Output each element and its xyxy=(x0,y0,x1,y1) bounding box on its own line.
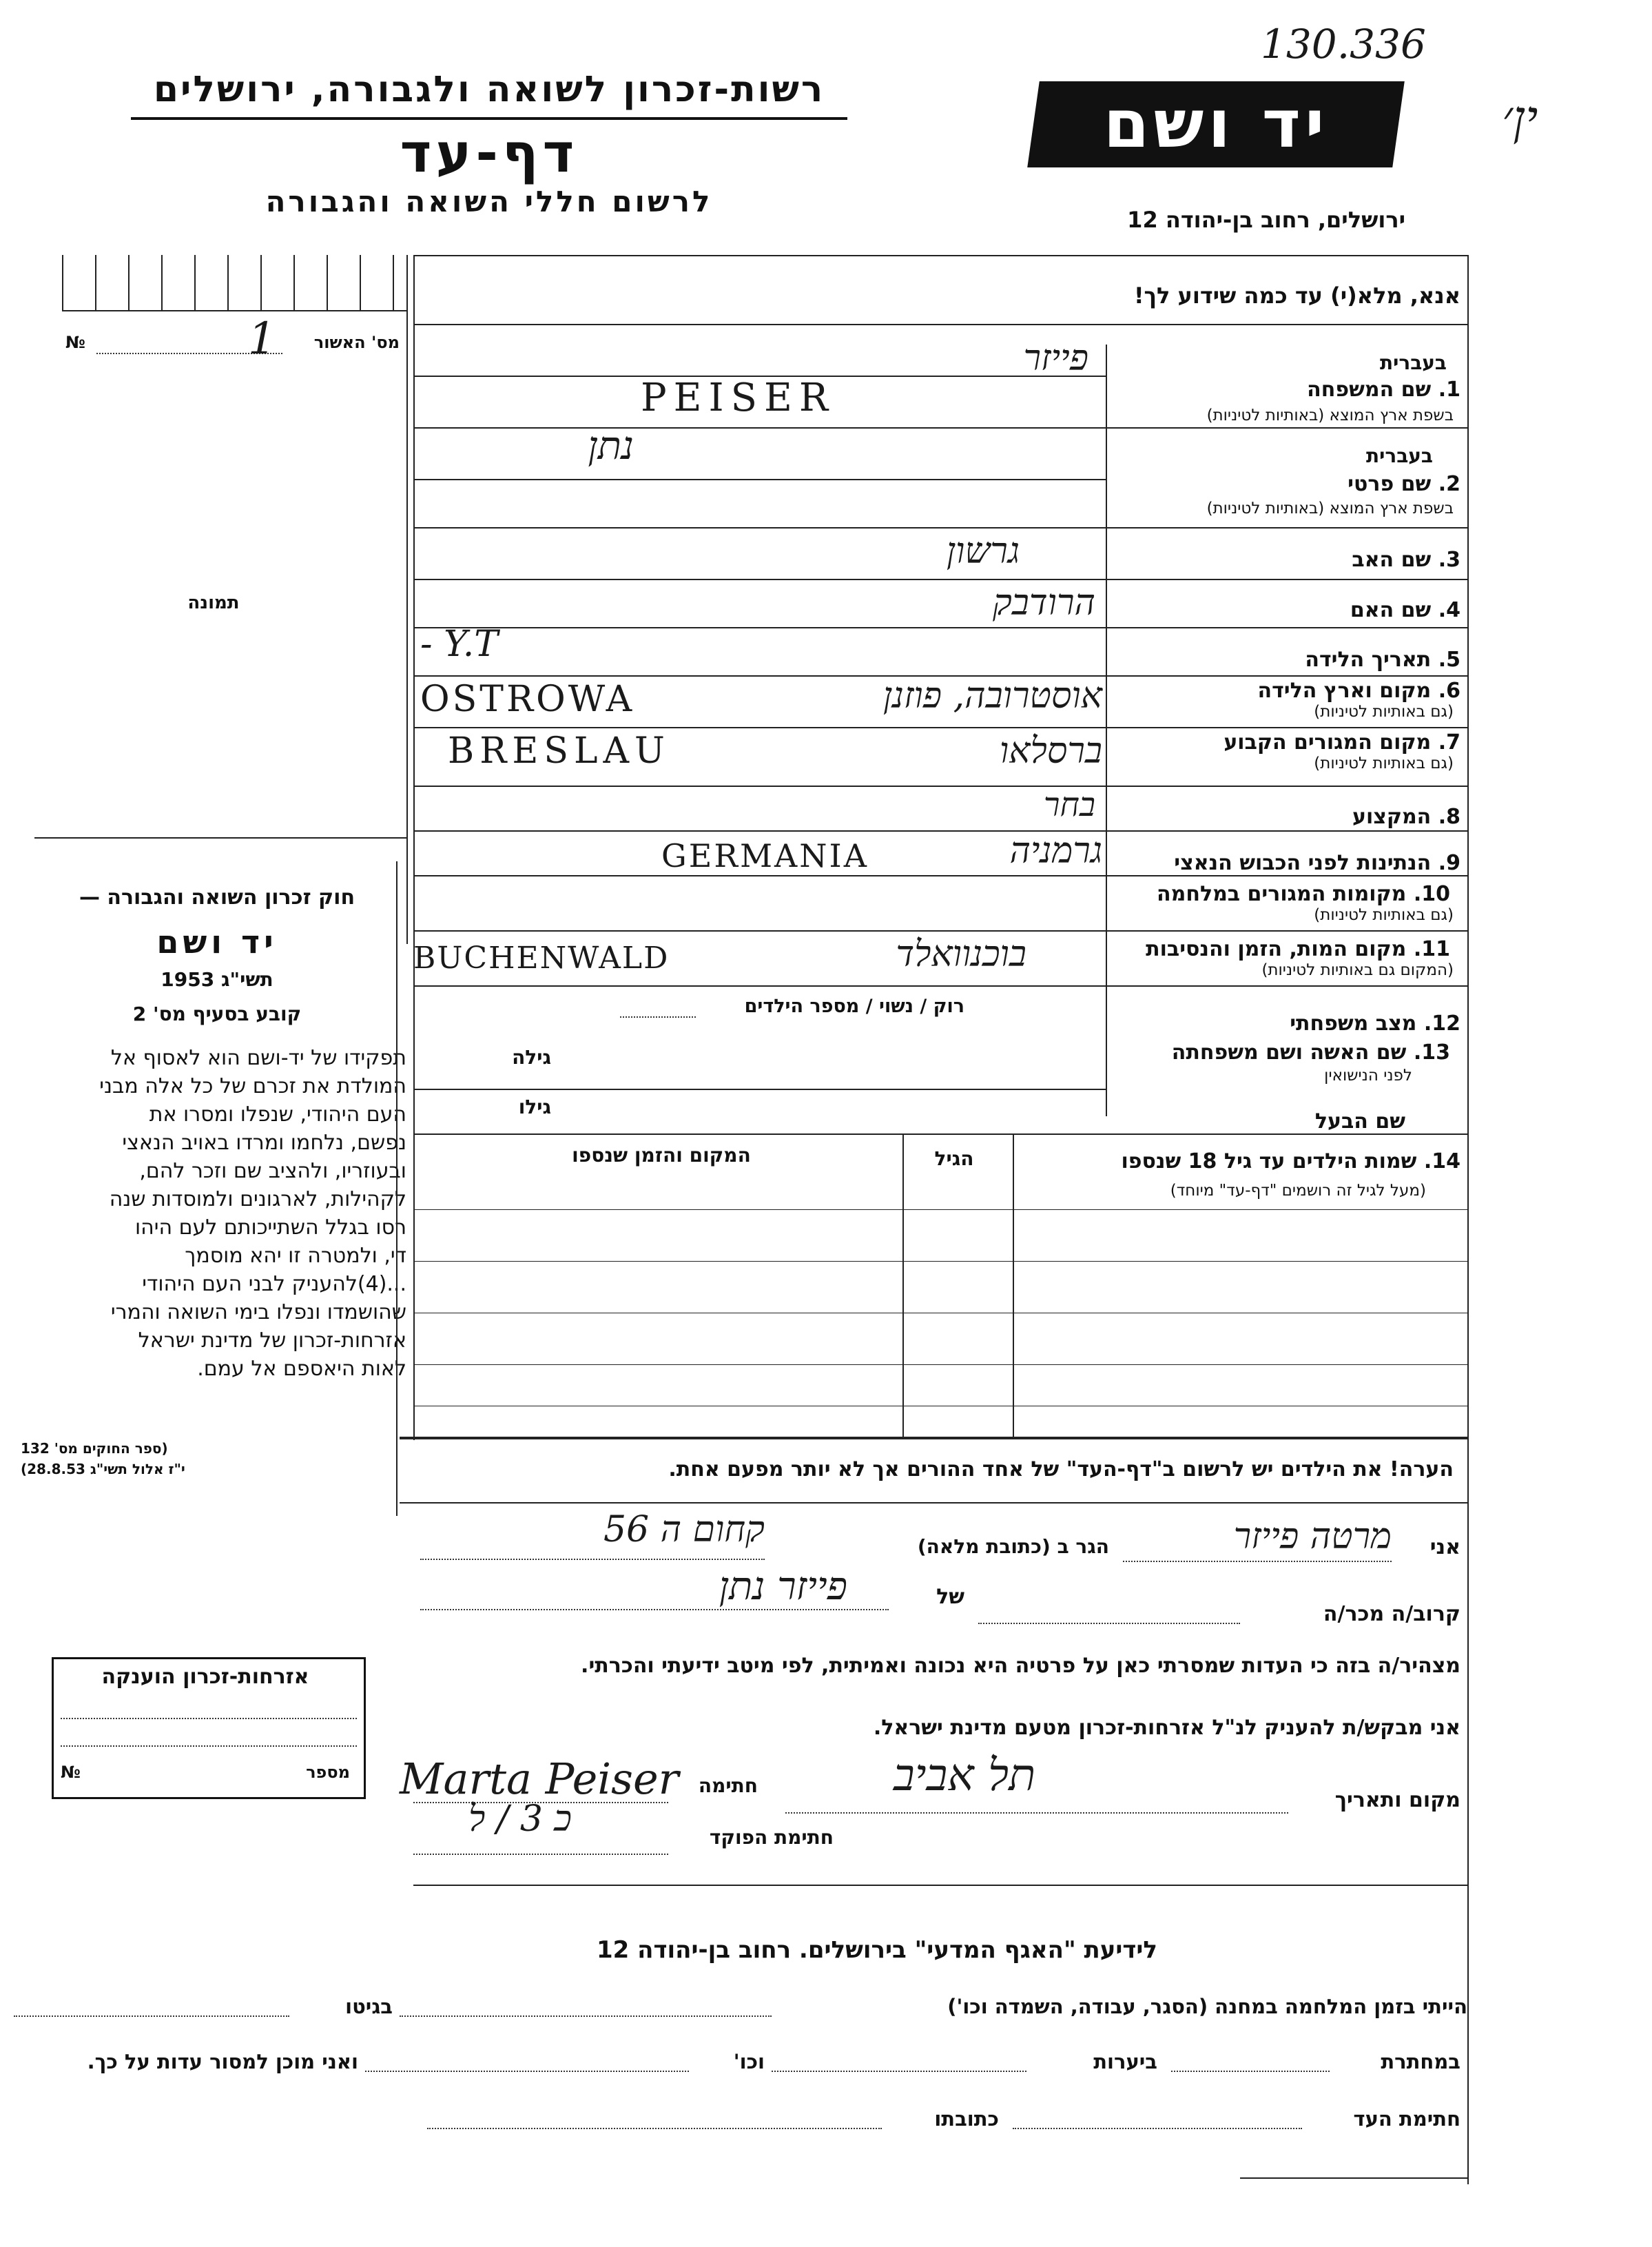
footer-address-label: כתובתו xyxy=(934,2107,999,2131)
approval-no-prefix: № xyxy=(65,333,85,352)
footer-willing-label: ואני מוכן למסור עדות על כך. xyxy=(87,2050,358,2073)
field-label: שם האשה ושם משפחתה xyxy=(1171,1040,1407,1065)
row-line xyxy=(413,479,1106,480)
field-sub-label: (המקום גם באותיות לטיניות) xyxy=(1261,961,1454,979)
field-label: מקום המות, הזמן והנסיבות xyxy=(1146,937,1407,961)
children-col-place-time: המקום והזמן שנספו xyxy=(572,1144,751,1167)
field-number: 3. xyxy=(1438,548,1460,572)
field-number: 6. xyxy=(1438,679,1460,703)
photo-box-right-edge xyxy=(406,255,408,944)
law-text-line: אזרחות-זכרון של מדינת ישראל xyxy=(138,1328,406,1353)
field-number: 10. xyxy=(1413,882,1450,906)
field-label-mother-name xyxy=(1116,598,1460,622)
law-text-line: די, ולמטרה זו יהא מוסמך xyxy=(185,1244,406,1268)
field-number: 1. xyxy=(1438,378,1460,402)
footer-forests-line xyxy=(772,2071,1026,2072)
marital-options: רוק / נשוי / מספר הילדים xyxy=(744,996,964,1017)
photo-label: תמונה xyxy=(187,593,240,613)
form-label-column xyxy=(1106,345,1107,1116)
field-label-nationality xyxy=(1116,851,1460,875)
row-line xyxy=(413,1089,1106,1090)
field-number: 12. xyxy=(1423,1012,1460,1036)
declaration-i-line xyxy=(1123,1561,1392,1562)
wife-age-label: גילה xyxy=(512,1046,551,1069)
field-label: שמות הילדים עד גיל 18 שנספו xyxy=(1121,1149,1417,1173)
declaration-i-value[interactable]: מרטה פייזר xyxy=(1233,1516,1392,1557)
signature-value[interactable]: Marta Peiser xyxy=(400,1754,679,1804)
field-label-birth-place xyxy=(1116,679,1460,703)
children-row-line xyxy=(413,1364,1467,1365)
officer-value[interactable]: כ 3 / ל xyxy=(468,1798,572,1840)
photo-box-bottom xyxy=(34,837,406,839)
row-line xyxy=(413,930,1467,932)
law-text-line: תפקידו של יד-ושם הוא לאסוף אל xyxy=(110,1046,406,1070)
field-label: מקום וארץ הלידה xyxy=(1257,679,1432,703)
row-line xyxy=(413,527,1467,529)
declaration-address-value[interactable]: קחום ה 56 xyxy=(603,1509,765,1550)
field-number: 2. xyxy=(1438,472,1460,496)
children-bottom xyxy=(400,1437,1467,1439)
children-col-age: הגיל xyxy=(934,1147,974,1170)
address: ירושלים, רחוב בן-יהודה 12 xyxy=(1127,207,1405,233)
law-ref-1: (ספר החוקים מס' 132 xyxy=(21,1440,168,1457)
children-label xyxy=(1013,1149,1460,1173)
field-number: 5. xyxy=(1438,648,1460,672)
form-subtitle: לרשום חללי השואה והגבורה xyxy=(265,185,713,218)
field-number: 11. xyxy=(1413,937,1450,961)
signature-label: חתימה xyxy=(698,1774,758,1797)
declaration-statement: מצהיר/ה בזה כי העדות שמסרתי כאן על פרטיה היא נכונה ואמיתית, לפי מיטב ידיעתי והכרתי. xyxy=(581,1654,1460,1678)
law-box-right-edge xyxy=(396,861,397,1516)
footer-camp-line xyxy=(400,2015,772,2017)
logo-text: יד ושם xyxy=(1103,85,1329,163)
law-text-line: רסו בגלל השתייכותם לעם היהו xyxy=(135,1215,406,1240)
law-year: תשי"ג 1953 xyxy=(161,968,273,991)
law-text xyxy=(21,1044,406,1383)
children-col-divider xyxy=(902,1133,904,1437)
field-label: מקום המגורים הקבוע xyxy=(1223,730,1432,755)
form-intro: אנא, מלא(י) עד כמה שידוע לך! xyxy=(1133,283,1460,309)
officer-line xyxy=(413,1854,668,1855)
row-line xyxy=(413,985,1467,987)
law-ref-2: י"ז אלול תשי"ג 28.8.53) xyxy=(21,1461,185,1477)
field-label-father-name xyxy=(1116,548,1460,572)
field-sub-label: (גם באותיות לטיניות) xyxy=(1314,906,1454,924)
footer-underground-label: במחתרת xyxy=(1381,2050,1460,2073)
approval-ticks xyxy=(62,255,406,311)
field-label-birth-date xyxy=(1116,648,1460,672)
footer-bottom xyxy=(1240,2177,1467,2179)
certificate-title: אזרחות-זכרון הוענקה xyxy=(101,1665,309,1689)
husband-age-label: גילו xyxy=(518,1096,551,1118)
footer-witness-signature-label: חתימת העד xyxy=(1353,2107,1460,2131)
family-name-hebrew[interactable]: פייזר xyxy=(1023,338,1088,379)
law-name: יד ושם xyxy=(156,923,278,961)
row-line xyxy=(413,786,1467,787)
field-number: 8. xyxy=(1438,805,1460,829)
form-right-border xyxy=(1467,255,1469,2184)
family-name-latin[interactable]: PEISER xyxy=(641,376,836,420)
declaration-of-line xyxy=(420,1609,889,1610)
footer-address-line xyxy=(427,2128,882,2129)
law-clause: קובע בסעיף מס' 2 xyxy=(132,1003,302,1025)
field-label-profession xyxy=(1116,805,1460,829)
footer-heading: לידיעת "האגף המדעי" בירושלים. רחוב בן-יהודה 12 xyxy=(596,1936,1157,1964)
field-sub-label: בשפת ארץ המוצא (באותיות לטיניות) xyxy=(1206,500,1454,517)
certificate-line xyxy=(61,1745,357,1747)
law-text-line: ...(4)להעניק לבני העם היהודי xyxy=(142,1272,406,1296)
place-date-value[interactable]: תל אביב xyxy=(893,1750,1036,1801)
footer-etc-line xyxy=(365,2071,689,2072)
field-label-residence xyxy=(1116,730,1460,755)
law-text-line: העם היהודי, שנפלו ומסרו את xyxy=(149,1102,406,1127)
nationality-latin[interactable]: GERMANIA xyxy=(661,837,869,874)
declaration-relative-line xyxy=(978,1623,1240,1624)
field-label: תאריך הלידה xyxy=(1305,648,1432,672)
declaration-of-label: של xyxy=(936,1585,964,1609)
certificate-box xyxy=(52,1657,366,1799)
field-sub-label: לפני הנישואין xyxy=(1324,1067,1412,1085)
death-place-latin[interactable]: BUCHENWALD xyxy=(413,941,670,976)
profession-value[interactable]: בחר xyxy=(1043,786,1095,824)
field-label: מקומות המגורים במלחמה xyxy=(1157,882,1407,906)
catalog-number: 130.336 xyxy=(1261,21,1426,68)
law-text-line: לאות היאספם אל עמם. xyxy=(197,1357,406,1381)
row-line xyxy=(413,1133,1467,1135)
field-label-family-name xyxy=(1116,378,1460,402)
field-hebrew-tag: בעברית xyxy=(1379,351,1447,374)
birth-place-latin[interactable]: OSTROWA xyxy=(420,679,635,720)
field-label: המקצוע xyxy=(1352,805,1432,829)
place-date-line xyxy=(785,1812,1288,1814)
field-label-death-place xyxy=(1102,937,1450,961)
row-line xyxy=(413,727,1467,728)
field-number: 14. xyxy=(1423,1149,1460,1173)
approval-no-value: 1 xyxy=(248,314,276,365)
field-sub-label: (גם באותיות לטיניות) xyxy=(1314,755,1454,772)
place-date-label: מקום ותאריך xyxy=(1334,1788,1460,1812)
field-label: שם האם xyxy=(1350,598,1432,622)
row-line xyxy=(413,875,1467,876)
footer-camp-label: הייתי בזמן המלחמה במחנה (הסגר, עבודה, השמדה וכו') xyxy=(947,1995,1467,2018)
row-line xyxy=(413,627,1467,628)
law-text-line: נפשם, נלחמו ומרדו באויב הנאצי xyxy=(122,1131,406,1155)
corner-mark: ין׳ xyxy=(1502,90,1538,146)
birth-place-hebrew[interactable]: אוסטרובה, פוזנן xyxy=(882,675,1102,717)
row-line xyxy=(413,579,1467,580)
residence-latin[interactable]: BRESLAU xyxy=(448,730,670,772)
certificate-no-label: מספר xyxy=(306,1763,350,1782)
field-label-wartime-residence xyxy=(1102,882,1450,906)
nationality-hebrew[interactable]: גרמניה xyxy=(1009,830,1102,872)
certificate-no-prefix: № xyxy=(61,1763,81,1782)
field-label-wife-name xyxy=(1102,1040,1450,1065)
note-text: הערה! את הילדים יש לרשום ב"דף-העד" של אחד ההורים אך לא יותר מפעם אחת. xyxy=(668,1457,1454,1481)
declaration-request: אני מבקש/ת להעניק לנ"ל אזרחות-זכרון מטעם מדינת ישראל. xyxy=(873,1716,1460,1740)
field-label: מצב משפחתי xyxy=(1290,1012,1417,1036)
children-sub-label: (מעל לגיל זה רושמים "דף-עד" מיוחד) xyxy=(1170,1182,1426,1200)
field-hebrew-tag: בעברית xyxy=(1365,444,1433,467)
field-sub-label: (גם באותיות לטיניות) xyxy=(1314,703,1454,721)
field-number: 9. xyxy=(1438,851,1460,875)
form-top-border xyxy=(413,255,1467,256)
field-label: שם האב xyxy=(1352,548,1432,572)
field-label-first-name xyxy=(1116,472,1460,496)
declaration-of-value[interactable]: פייזר נתן xyxy=(719,1564,847,1609)
law-title: חוק זכרון השואה והגבורה — xyxy=(79,885,355,910)
children-row-line xyxy=(413,1209,1467,1210)
form-title: דף-עד xyxy=(400,123,579,185)
declaration-address-line xyxy=(420,1559,765,1560)
field-label: שם פרטי xyxy=(1348,472,1432,496)
officer-label: חתימת הפוקד xyxy=(709,1826,834,1849)
field-number: 4. xyxy=(1438,598,1460,622)
residence-hebrew[interactable]: ברסלאו xyxy=(999,730,1102,772)
field-sub-label: בשפת ארץ המוצא (באותיות לטיניות) xyxy=(1206,407,1454,424)
law-text-line: ובעוזריו, ולהציב שם וזכר להם, xyxy=(139,1159,406,1183)
father-name-value[interactable]: גרשון xyxy=(946,531,1020,572)
note-bottom xyxy=(400,1502,1467,1504)
footer-forests-label: ביערות xyxy=(1093,2050,1157,2073)
birth-date-value[interactable]: - Y.T xyxy=(420,624,498,665)
declaration-bottom xyxy=(413,1885,1467,1886)
children-col-divider xyxy=(1013,1133,1014,1437)
declaration-relative-label: קרוב/ה מכר/ה xyxy=(1323,1602,1460,1626)
field-label-marital-status xyxy=(1116,1012,1460,1036)
law-text-line: לקהילות, לארגונים ולמוסדות שנה xyxy=(109,1187,406,1211)
footer-underground-line xyxy=(1171,2071,1330,2072)
footer-etc-label: וכו' xyxy=(733,2050,765,2073)
children-row-line xyxy=(413,1261,1467,1262)
mother-name-value[interactable]: הרודבק xyxy=(992,582,1095,624)
footer-ghetto-label: בגיטו xyxy=(345,1995,393,2018)
field-number: 7. xyxy=(1438,730,1460,755)
field-label: שם המשפחה xyxy=(1307,378,1432,402)
footer-ghetto-line xyxy=(14,2015,289,2017)
approval-no-label: מס' האשור xyxy=(313,333,400,352)
yad-vashem-logo xyxy=(1027,81,1405,167)
authority-line: רשות-זכרון לשואה ולגבורה, ירושלים xyxy=(153,69,825,110)
declaration-residing-label: הגר ב (כתובת מלאה) xyxy=(917,1535,1109,1558)
law-text-line: המולדת את זכרם של כל אלה מבני xyxy=(99,1074,406,1098)
first-name-hebrew[interactable]: נתן xyxy=(588,424,634,469)
footer-witness-signature-line xyxy=(1013,2128,1302,2129)
field-number: 13. xyxy=(1413,1040,1450,1065)
field-label: הנתינות לפני הכבוש הנאצי xyxy=(1174,851,1432,875)
declaration-i-label: אני xyxy=(1429,1535,1460,1559)
law-text-line: שהושמדו ונפלו בימי השואה והמרי xyxy=(110,1300,406,1324)
intro-rule xyxy=(413,324,1467,325)
header-rule xyxy=(131,117,847,120)
certificate-line xyxy=(61,1718,357,1719)
field-label-husband-name: שם הבעל xyxy=(1314,1109,1405,1133)
marital-line xyxy=(620,1016,696,1018)
death-place-hebrew[interactable]: בוכנוואלד xyxy=(896,934,1026,975)
